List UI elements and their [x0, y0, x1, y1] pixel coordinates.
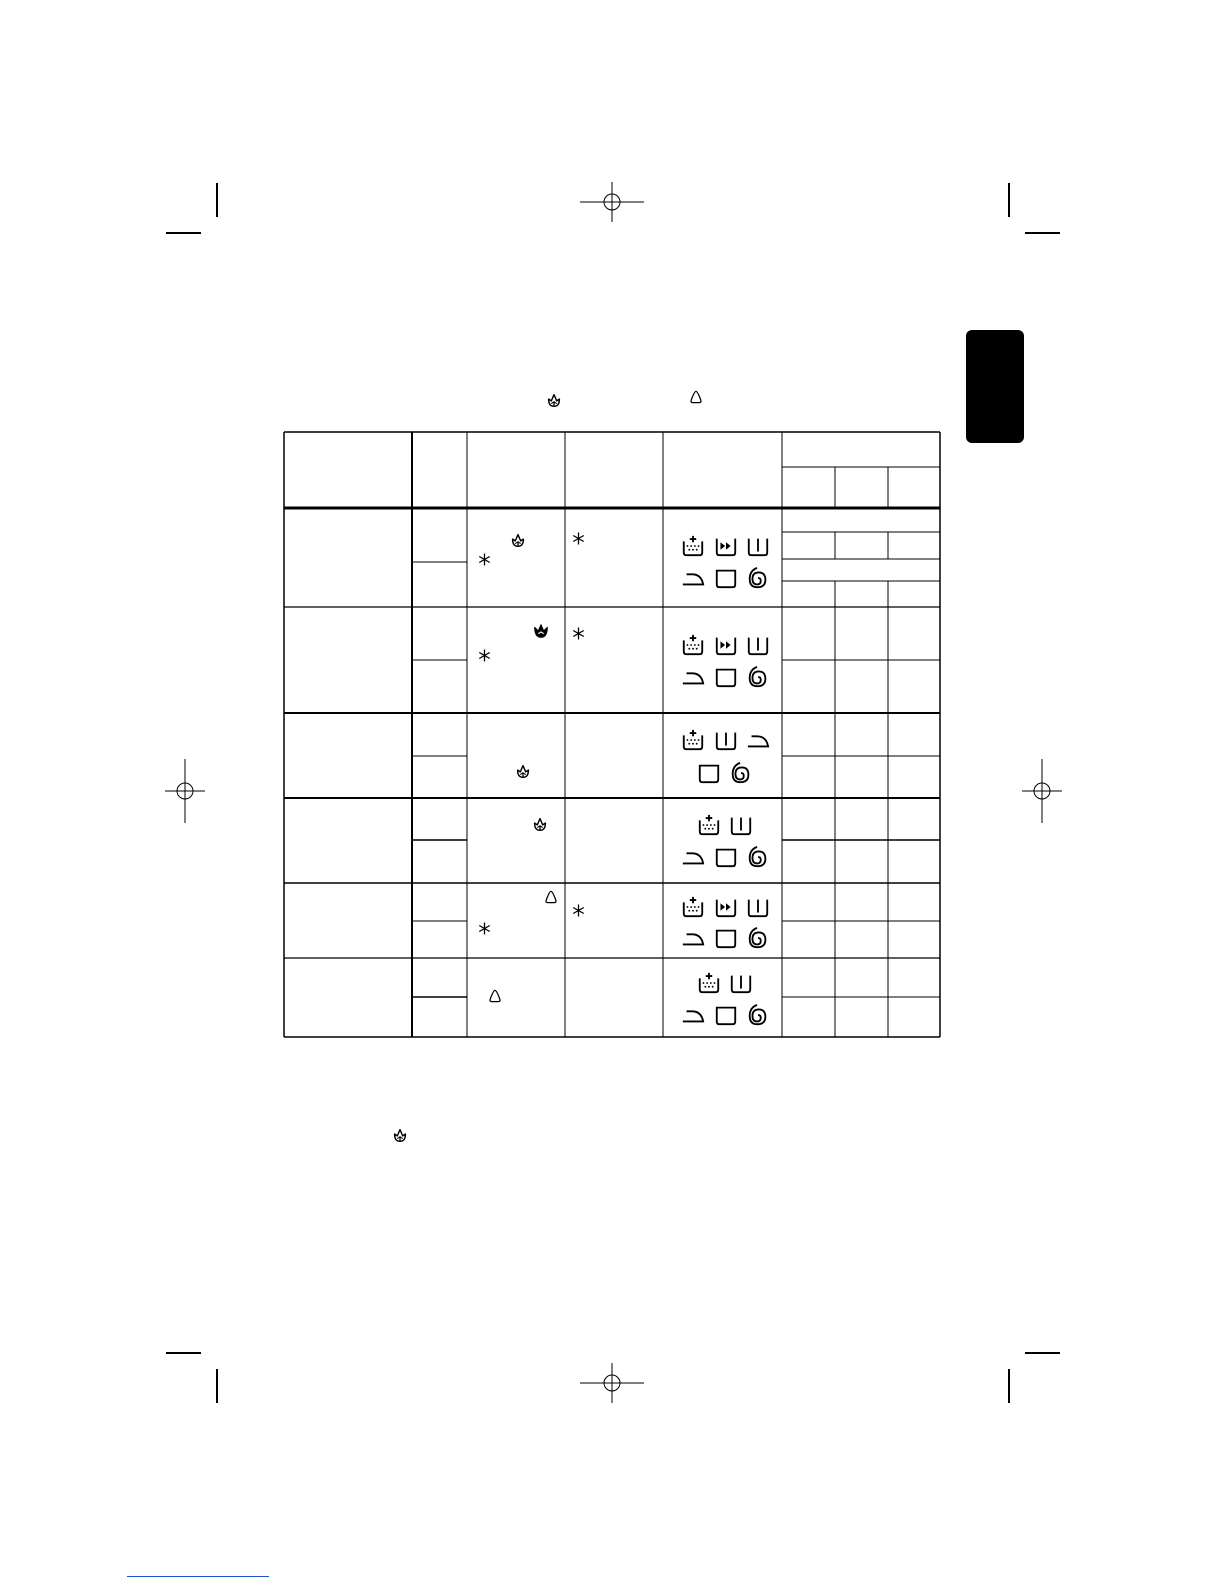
spin-icon: [746, 566, 770, 590]
fast-forward-icon: [714, 633, 738, 657]
row3-flower-icon: [514, 762, 532, 780]
fast-forward-icon: [714, 534, 738, 558]
iron-icon: [681, 1003, 705, 1027]
prewash-icon: [697, 813, 721, 837]
prewash-icon: [681, 633, 705, 657]
spin-icon: [746, 665, 770, 689]
rinse-icon: [746, 633, 770, 657]
prewash-icon: [681, 895, 705, 919]
tub-icon: [714, 845, 738, 869]
row2-option-star-icon: [571, 626, 586, 641]
footer-link-underline: [127, 1576, 269, 1577]
iron-icon: [681, 845, 705, 869]
footnote-flower-icon: [391, 1126, 409, 1144]
row6-triangle-icon: [487, 988, 503, 1004]
row1-flower-icon: [509, 531, 527, 549]
fast-forward-icon: [714, 895, 738, 919]
prewash-icon: [681, 728, 705, 752]
prewash-icon: [697, 971, 721, 995]
tub-icon: [714, 1003, 738, 1027]
prewash-icon: [681, 534, 705, 558]
spin-icon: [746, 845, 770, 869]
row1-star-icon: [477, 552, 492, 567]
iron-icon: [681, 665, 705, 689]
row5-triangle-icon: [543, 889, 559, 905]
rinse-icon: [714, 728, 738, 752]
rinse-icon: [746, 895, 770, 919]
tub-icon: [714, 665, 738, 689]
row2-flower-filled-icon: [532, 622, 550, 640]
spin-icon: [746, 926, 770, 950]
iron-icon: [681, 926, 705, 950]
spin-icon: [729, 761, 753, 785]
tub-icon: [714, 566, 738, 590]
row2-star-icon: [477, 648, 492, 663]
tub-icon: [714, 926, 738, 950]
row5-star-icon: [477, 921, 492, 936]
iron-icon: [681, 566, 705, 590]
iron-icon: [746, 728, 770, 752]
row5-option-star-icon: [571, 903, 586, 918]
rinse-icon: [729, 971, 753, 995]
row4-flower-icon: [531, 815, 549, 833]
tub-icon: [697, 761, 721, 785]
spin-icon: [746, 1003, 770, 1027]
rinse-icon: [746, 534, 770, 558]
row1-option-star-icon: [571, 531, 586, 546]
rinse-icon: [729, 813, 753, 837]
